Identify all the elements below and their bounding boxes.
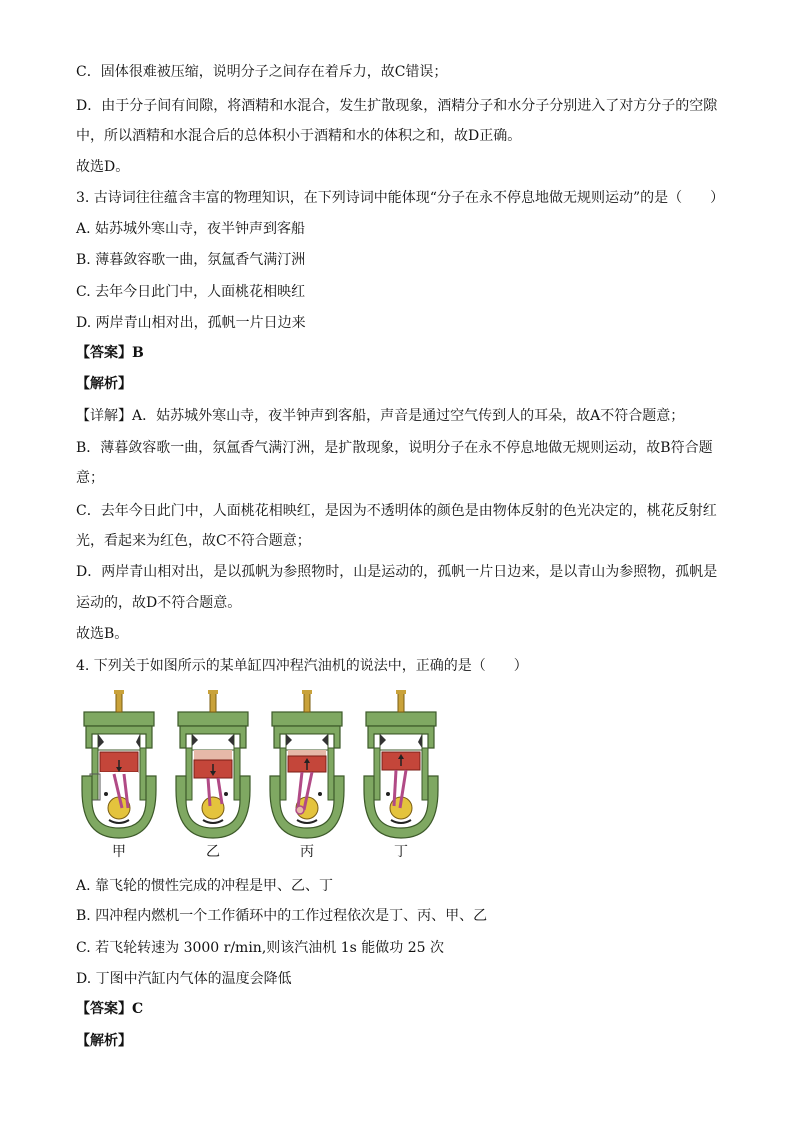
- option-a: A. 靠飞轮的惯性完成的冲程是甲、乙、丁: [76, 878, 334, 894]
- engine-diagram-ding: [358, 690, 444, 840]
- caption-ding: 丁: [394, 844, 408, 860]
- engine-diagram-bing: [264, 690, 350, 840]
- option-d: D. 两岸青山相对出，孤帆一片日边来: [76, 315, 306, 331]
- option-d: D. 丁图中汽缸内气体的温度会降低: [76, 971, 292, 987]
- engine-diagram-yi: [170, 690, 256, 840]
- option-b: B. 薄暮敛容歌一曲，氛氲香气满汀洲: [76, 252, 306, 268]
- text-line: D．两岸青山相对出，是以孤帆为参照物时，山是运动的，孤帆一片日边来，是以青山为参照物，孤帆是: [76, 564, 718, 580]
- text-line: C．去年今日此门中，人面桃花相映红，是因为不透明体的颜色是由物体反射的色光决定的，桃花反射红: [76, 503, 717, 519]
- text-line: 意；: [76, 470, 104, 486]
- engine-strokes-figure: [72, 690, 432, 865]
- engine-diagram-jia: [76, 690, 162, 840]
- option-c: C. 若飞轮转速为 3000 r/min,则该汽油机 1s 能做功 25 次: [76, 940, 444, 956]
- text-line: B．薄暮敛容歌一曲，氛氲香气满汀洲，是扩散现象，说明分子在永不停息地做无规则运动，故B符合题: [76, 440, 713, 456]
- analysis-label: 【解析】: [76, 1033, 132, 1049]
- option-c: C. 去年今日此门中，人面桃花相映红: [76, 284, 306, 300]
- caption-yi: 乙: [206, 844, 220, 860]
- answer-label: 【答案】B: [76, 345, 144, 361]
- option-a: A. 姑苏城外寒山寺，夜半钟声到客船: [76, 221, 306, 237]
- text-line: C．固体很难被压缩，说明分子之间存在着斥力，故C错误；: [76, 64, 448, 80]
- option-b: B. 四冲程内燃机一个工作循环中的工作过程依次是丁、丙、甲、乙: [76, 908, 488, 924]
- analysis-label: 【解析】: [76, 376, 132, 392]
- text-line: 光，看起来为红色，故C不符合题意；: [76, 533, 311, 549]
- caption-jia: 甲: [112, 844, 126, 860]
- text-line: 中，所以酒精和水混合后的总体积小于酒精和水的体积之和，故D正确。: [76, 128, 522, 144]
- detail-line: 【详解】A．姑苏城外寒山寺，夜半钟声到客船，声音是通过空气传到人的耳朵，故A不符合题意；: [76, 408, 685, 424]
- question-3-stem: 3. 古诗词往往蕴含丰富的物理知识，在下列诗词中能体现“分子在永不停息地做无规则运动”的是（ ）: [76, 190, 725, 206]
- text-line: 故选D。: [76, 159, 130, 175]
- text-line: D．由于分子间有间隙，将酒精和水混合，发生扩散现象，酒精分子和水分子分别进入了对方分子的空隙: [76, 98, 718, 114]
- question-4-stem: 4. 下列关于如图所示的某单缸四冲程汽油机的说法中，正确的是（ ）: [76, 658, 528, 674]
- text-line: 运动的，故D不符合题意。: [76, 595, 242, 611]
- answer-label: 【答案】C: [76, 1001, 144, 1017]
- caption-bing: 丙: [300, 844, 314, 860]
- text-line: 故选B。: [76, 626, 129, 642]
